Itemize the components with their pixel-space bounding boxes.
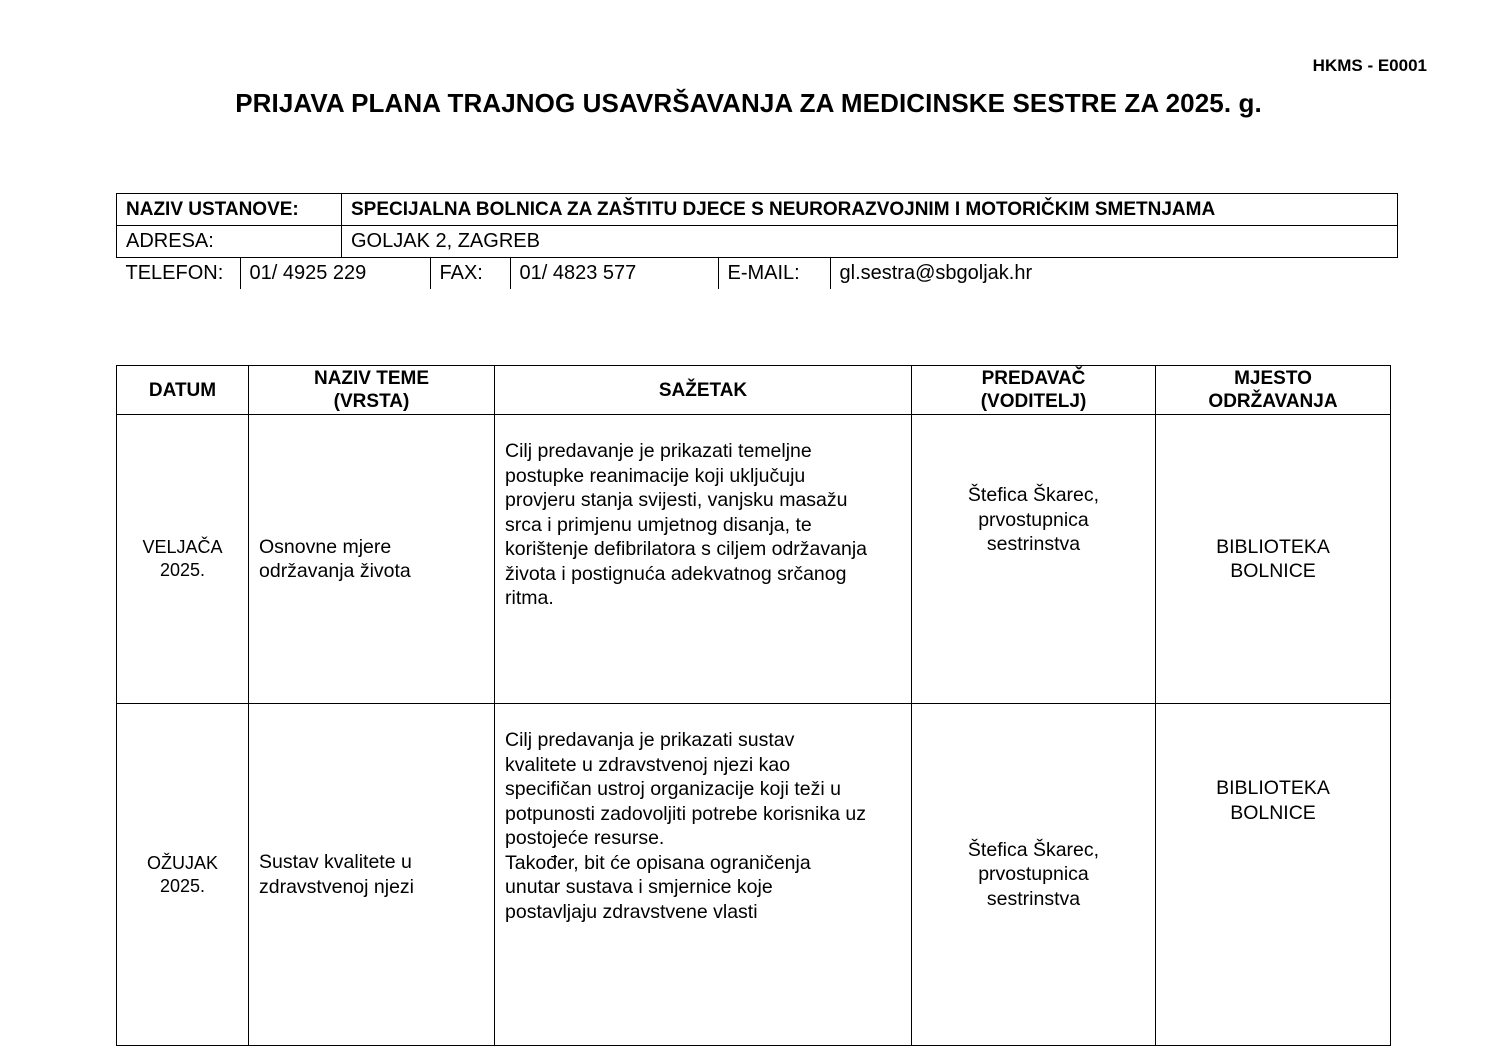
row-datum: VELJAČA 2025. <box>117 415 249 704</box>
row-sazetak: Cilj predavanje je prikazati temeljne postupke reanimacije koji uključuju provjeru stanja svijesti, vanjsku masažu srca i primjenu umjetnog disanja, te korištenje defibrilatora s ciljem održavanja života i postignuća adekvatnog srčanog ritma. <box>495 415 912 704</box>
row-predavac: Štefica Škarec, prvostupnica sestrinstva <box>912 704 1156 1046</box>
row-tema: Osnovne mjere održavanja života <box>249 415 495 704</box>
institution-name-value: SPECIJALNA BOLNICA ZA ZAŠTITU DJECE S NEURORAZVOJNIM I MOTORIČKIM SMETNJAMA <box>342 194 1398 226</box>
fax-value: 01/ 4823 577 <box>510 258 718 289</box>
row-tema: Sustav kvalitete u zdravstvenoj njezi <box>249 704 495 1046</box>
education-plan-table <box>116 365 1391 1046</box>
table-row <box>117 704 1391 1046</box>
row-mjesto: BIBLIOTEKA BOLNICE <box>1156 704 1391 1046</box>
institution-name-label: NAZIV USTANOVE: <box>117 194 342 226</box>
plan-header-row <box>117 366 1391 415</box>
row-datum: OŽUJAK 2025. <box>117 704 249 1046</box>
table-row <box>117 415 1391 704</box>
institution-address-row <box>117 226 1398 258</box>
row-predavac: Štefica Škarec, prvostupnica sestrinstva <box>912 415 1156 704</box>
row-mjesto: BIBLIOTEKA BOLNICE <box>1156 415 1391 704</box>
institution-contact-row <box>117 258 1398 290</box>
header-sazetak: SAŽETAK <box>495 366 912 415</box>
contact-subtable <box>117 258 1398 289</box>
header-mjesto: MJESTO ODRŽAVANJA <box>1156 366 1391 415</box>
row-sazetak: Cilj predavanja je prikazati sustav kvalitete u zdravstvenoj njezi kao specifičan ustroj organizacije koji teži u potpunosti zadovoljiti potrebe korisnika uz postojeće resurse. Također, bit će opisana ograničenja unutar sustava i smjernice koje postavljaju zdravstvene vlasti <box>495 704 912 1046</box>
fax-label: FAX: <box>430 258 510 289</box>
phone-label: TELEFON: <box>117 258 241 289</box>
header-datum: DATUM <box>117 366 249 415</box>
page-title: PRIJAVA PLANA TRAJNOG USAVRŠAVANJA ZA MEDICINSKE SESTRE ZA 2025. g. <box>235 88 1262 118</box>
phone-value: 01/ 4925 229 <box>240 258 430 289</box>
header-predavac: PREDAVAČ (VODITELJ) <box>912 366 1156 415</box>
header-tema: NAZIV TEME (VRSTA) <box>249 366 495 415</box>
email-label: E-MAIL: <box>718 258 830 289</box>
email-value: gl.sestra@sbgoljak.hr <box>830 258 1398 289</box>
institution-table <box>116 193 1398 289</box>
address-value: GOLJAK 2, ZAGREB <box>342 226 1398 258</box>
form-code: HKMS - E0001 <box>1312 56 1427 75</box>
institution-name-row <box>117 194 1398 226</box>
address-label: ADRESA: <box>117 226 342 258</box>
